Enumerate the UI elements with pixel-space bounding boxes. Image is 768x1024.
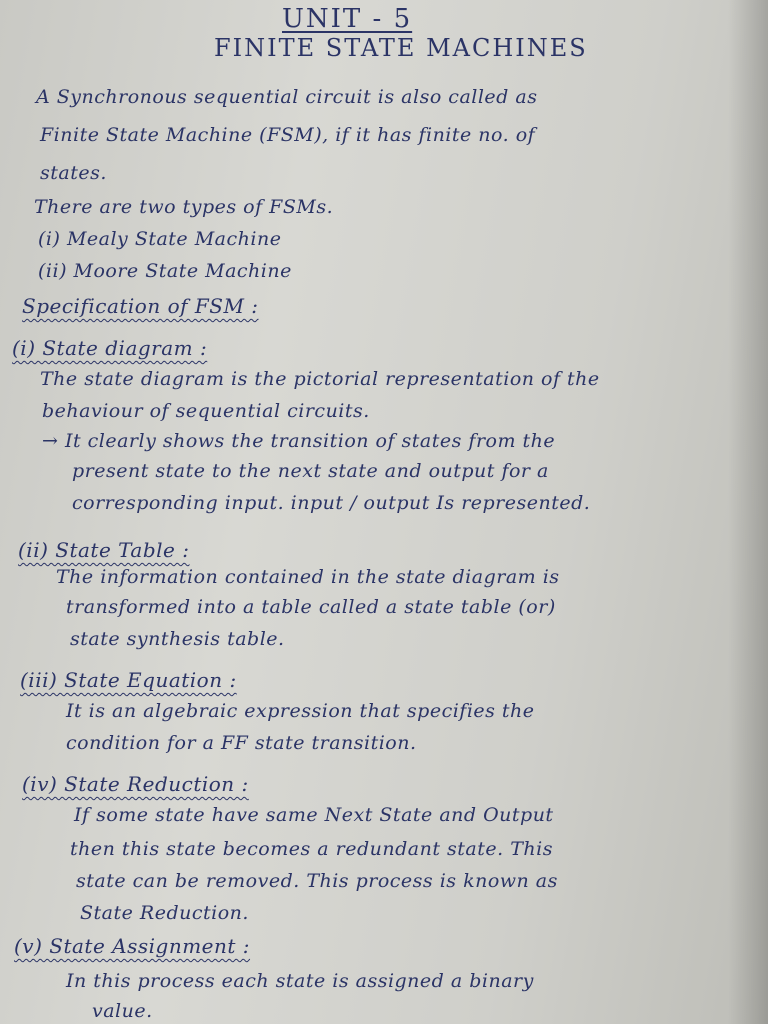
section-heading: (iii) State Equation :: [20, 668, 237, 692]
section-line: The state diagram is the pictorial representation of the: [40, 368, 600, 390]
section-line: then this state becomes a redundant state. This: [70, 838, 553, 860]
section-line: In this process each state is assigned a binary: [66, 970, 534, 992]
page-subtitle: FINITE STATE MACHINES: [214, 34, 588, 62]
fsm-type-item: (ii) Moore State Machine: [38, 260, 292, 282]
section-line: It is an algebraic expression that specifies the: [66, 700, 535, 722]
intro-line: states.: [40, 162, 107, 184]
section-line: State Reduction.: [80, 902, 249, 924]
section-line: value.: [92, 1000, 153, 1022]
intro-line: Finite State Machine (FSM), if it has finite no. of: [40, 124, 536, 146]
spec-heading: Specification of FSM :: [22, 294, 259, 318]
intro-line: There are two types of FSMs.: [34, 196, 334, 218]
section-line: transformed into a table called a state table (or): [66, 596, 556, 618]
section-line: present state to the next state and output for a: [72, 460, 549, 482]
unit-title: UNIT - 5: [282, 4, 413, 34]
fsm-type-item: (i) Mealy State Machine: [38, 228, 282, 250]
section-line: condition for a FF state transition.: [66, 732, 417, 754]
section-heading: (i) State diagram :: [12, 336, 208, 360]
section-line: → It clearly shows the transition of states from the: [42, 430, 556, 452]
section-line: If some state have same Next State and Output: [74, 804, 554, 826]
section-heading: (ii) State Table :: [18, 538, 190, 562]
section-line: behaviour of sequential circuits.: [42, 400, 370, 422]
intro-line: A Synchronous sequential circuit is also called as: [36, 86, 538, 108]
section-heading: (v) State Assignment :: [14, 934, 251, 958]
section-line: state can be removed. This process is known as: [76, 870, 558, 892]
section-heading: (iv) State Reduction :: [22, 772, 249, 796]
section-line: state synthesis table.: [70, 628, 285, 650]
section-line: The information contained in the state diagram is: [56, 566, 560, 588]
page-edge-shadow: [728, 0, 768, 1024]
section-line: corresponding input. input / output Is represented.: [72, 492, 591, 514]
